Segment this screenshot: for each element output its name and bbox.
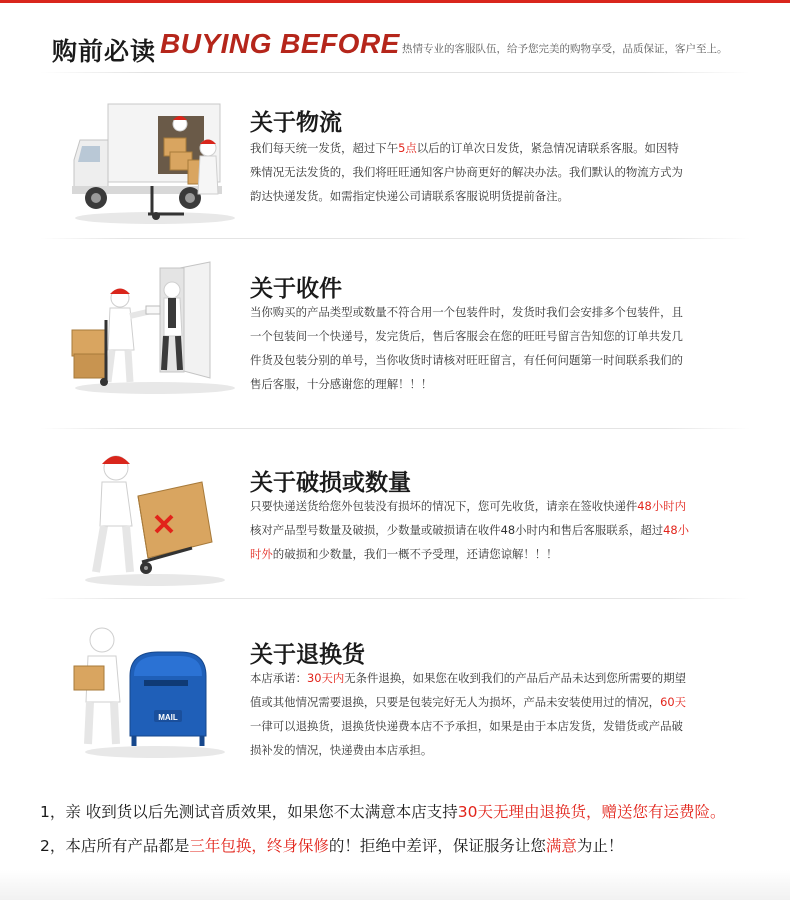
highlight-text: 5点 [398,141,417,155]
body-line [250,136,728,160]
section-body-damage [250,494,728,566]
body-line [250,714,728,738]
bottom-band [0,870,790,900]
text-run: 我们每天统一发货，超过下午 [250,141,399,155]
damaged-box-illustration [60,446,240,596]
text-run: 核对产品型号数量及破损，少数量或破损请在收件48小时内和售后客服联系，超过 [250,523,664,537]
highlight-text: 时外 [250,547,273,561]
highlight-text: 48小时内 [637,499,686,513]
text-run: 损补发的情况，快递费由本店承担。 [250,743,433,757]
package-handover-door-illustration [60,258,240,408]
delivery-truck-illustration [60,90,240,240]
body-line [250,184,728,208]
section-receiving [0,258,790,418]
section-divider [40,598,750,599]
mailbox-label: MAIL [158,713,178,722]
section-title-logistics: 关于物流 [250,110,342,136]
note-line-1 [40,800,780,822]
text-run: 以后的订单次日发货，紧急情况请联系客服。如因特 [416,141,679,155]
note-line-2 [40,834,780,856]
text-run: 售后客服，十分感谢您的理解！！！ [250,377,433,391]
section-returns [0,612,790,772]
body-line [250,738,728,762]
body-line [250,666,728,690]
text-run: 的！拒绝中差评，保证服务让您 [328,837,546,855]
text-run: 殊情况无法发货的，我们将旺旺通知客户协商更好的解决办法。我们默认的物流方式为 [250,165,683,179]
highlight-text: 60天 [660,695,686,709]
body-line [250,494,728,518]
top-accent-rule [0,0,790,3]
section-damage [0,446,790,596]
body-line [250,372,728,396]
mailbox-illustration [60,616,240,766]
text-run: 的破损和少数量，我们一概不予受理，还请您谅解！！！ [272,547,558,561]
highlight-text: 三年包换，终身保修 [189,837,329,855]
text-run: 只要快递送货给您外包装没有损坏的情况下，您可先收货，请亲在签收快递件 [250,499,638,513]
section-logistics [0,90,790,240]
text-run: 本店承诺： [250,671,307,685]
highlight-text: 48小 [663,523,690,537]
text-run: 为止！ [576,837,624,855]
section-title-returns: 关于退换货 [250,642,365,668]
body-line [250,348,728,372]
body-line [250,542,728,566]
text-run: 韵达快递发货。如需指定快递公司请联系客服说明货提前备注。 [250,189,569,203]
body-line [250,518,728,542]
header-title-zh: 购前必读 [52,37,157,66]
header-title-en: BUYING BEFORE [160,28,400,59]
body-line [250,690,728,714]
section-title-damage: 关于破损或数量 [250,470,411,496]
text-run: 2，本店所有产品都是 [40,837,190,855]
page-header [0,14,790,74]
text-run: 一个包装间一个快递号，发完货后，售后客服会在您的旺旺号留言告知您的订单共发几 [250,329,683,343]
body-line [250,160,728,184]
note-text [40,834,780,856]
text-run: 1，亲 收到货以后先测试音质效果，如果您不太满意本店支持 [40,803,458,821]
text-run: 件货及包装分别的单号，当你收货时请核对旺旺留言，有任何问题第一时间联系我们的 [250,353,683,367]
section-body-returns [250,666,728,762]
text-run: 一律可以退换货，退换货快递费本店不予承担，如果是由于本店发货，发错货或产品破 [250,719,683,733]
body-line [250,300,728,324]
header-slogan: 热情专业的客服队伍，给予您完美的购物享受，品质保证，客户至上。 [402,43,728,55]
section-divider [40,428,750,429]
highlight-text: 30天无理由退换货，赠送您有运费险。 [457,803,726,821]
section-divider [40,238,750,239]
note-text [40,800,780,822]
body-line [250,324,728,348]
section-body-logistics [250,136,728,208]
header-divider [40,72,750,73]
text-run: 当你购买的产品类型或数量不符合用一个包装件时，发货时我们会安排多个包装件，且 [250,305,683,319]
section-title-receiving: 关于收件 [250,276,342,302]
section-body-receiving [250,300,728,396]
text-run: 值或其他情况需要退换，只要是包装完好无人为损坏，产品未安装使用过的情况， [250,695,661,709]
highlight-text: 30天内 [306,671,345,685]
text-run: 无条件退换，如果您在收到我们的产品后产品未达到您所需要的期望 [344,671,686,685]
highlight-text: 满意 [545,837,577,855]
